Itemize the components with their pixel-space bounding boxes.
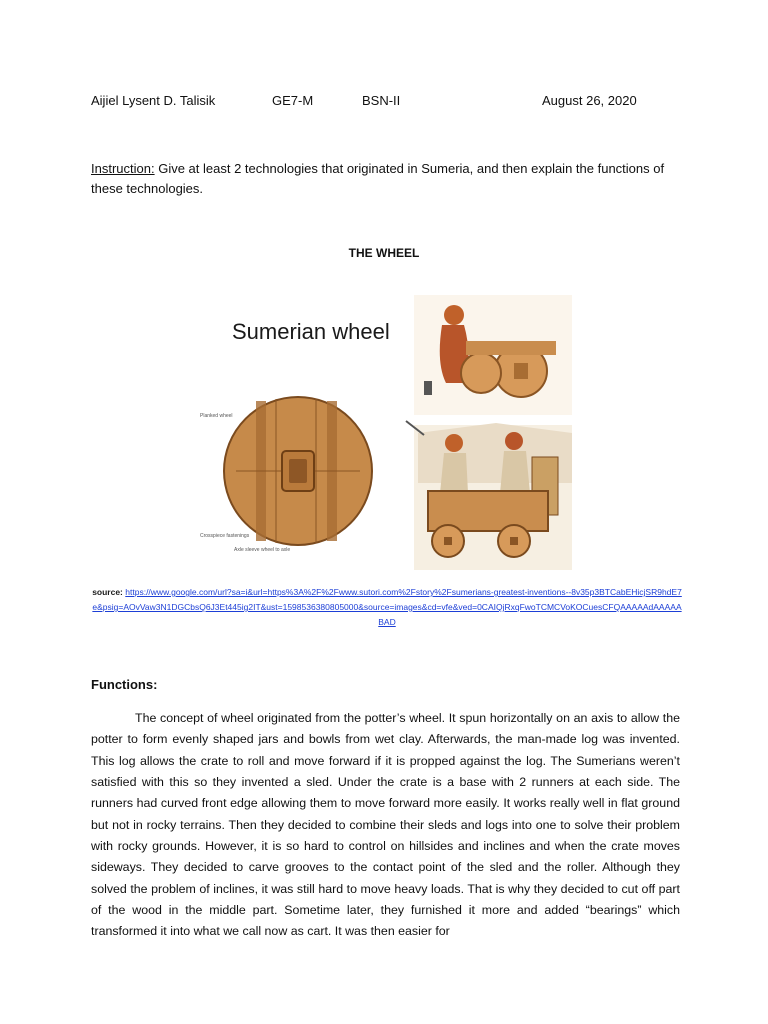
section-title: THE WHEEL — [348, 246, 420, 260]
cart-builder-illustration — [414, 295, 572, 415]
annotation-axle: Axle sleeve wheel to axle — [234, 547, 291, 553]
source-label: source: — [92, 587, 123, 597]
functions-paragraph: The concept of wheel originated from the potter’s wheel. It spun horizontally on an axis to allow the potter to form evenly shaped jars and bowls from wet clay. Afterwards, the man-made log was invented. This log allows the crate to roll and move forward if it is propped against the log. The Sumerians weren’t satisfied with this so they invented a sled. Under the crate is a base with 2 runners at each side. The runners had curved front edge allowing them to move forward more easily. It works really well in flat ground but not in rocky terrains. Then they decided to combine their sleds and logs into one to solve their problem with rocky grounds. However, it is so hard to control on hillsides and inclines and when the crate moves sideways. They decided to carve grooves to the contact point of the sled and the roller. Although they solved the problem of inclines, it was still hard to move heavy loads. That is why they decided to cut off part of the wood in the middle part. Sometime later, they furnished it more and added “bearings” which transformed it into what we call now as cart. It was then easier for — [91, 711, 680, 939]
annotation-crosspiece: Crosspiece fastenings — [200, 533, 250, 539]
section-code: GE7-M — [272, 93, 314, 108]
instruction-text: Give at least 2 technologies that originated in Sumeria, and then explain the functions of these technologies. — [91, 161, 665, 196]
image-source-caption — [92, 585, 682, 630]
course-code: BSN-II — [362, 93, 401, 108]
date-text: August 26, 2020 — [542, 93, 637, 108]
figure-illustration — [196, 293, 574, 573]
instruction-label: Instruction: — [91, 161, 155, 176]
planked-wheel-drawing — [200, 397, 372, 553]
sumerian-wheel-figure — [196, 293, 574, 573]
figure-heading: Sumerian wheel — [232, 319, 390, 344]
chariot-illustration — [406, 421, 572, 570]
annotation-planked: Planked wheel — [200, 413, 233, 419]
source-link[interactable]: https://www.google.com/url?sa=i&url=https%3A%2F%2Fwww.sutori.com%2Fstory%2Fsumerians-greatest-inventions--8v35p3BTCabEHicjSR9hdE7e&psig=AOvVaw3N1DGCbsQ6J3Et445ig2IT&ust=1598536380805000&source=images&cd=vfe&ved=0CAIQjRxqFwoTCMCVoKOCuesCFQAAAAAdAAAAABAD — [92, 587, 682, 627]
student-name: Aijiel Lysent D. Talisik — [91, 93, 216, 108]
instruction-paragraph — [91, 159, 681, 199]
header-line — [91, 93, 688, 111]
functions-heading: Functions: — [91, 677, 158, 692]
